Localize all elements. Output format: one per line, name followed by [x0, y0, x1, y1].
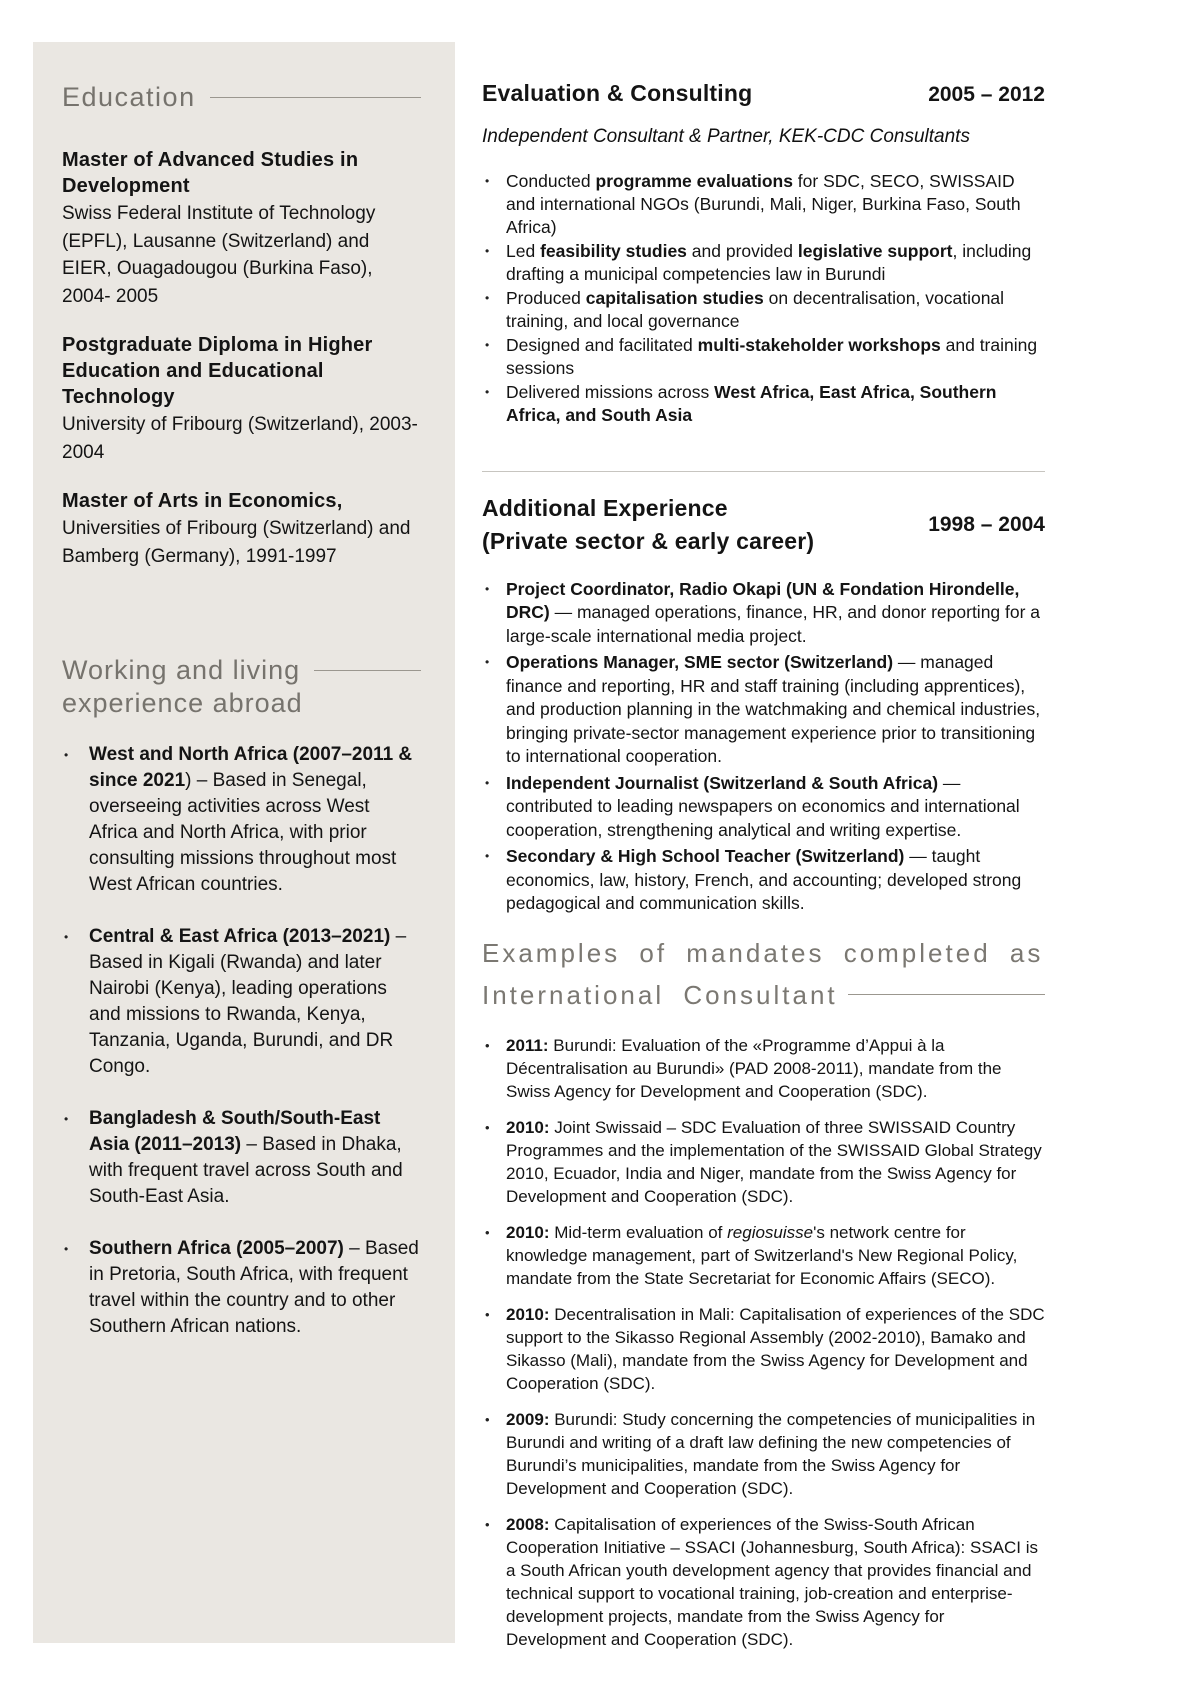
- text-segment: regiosuisse: [727, 1222, 814, 1242]
- text-segment: and provided: [686, 240, 798, 261]
- text-segment: 2010:: [506, 1304, 550, 1324]
- text-segment: Secondary & High School Teacher (Switzerland): [506, 846, 905, 867]
- text-segment: Southern Africa (2005–2007): [89, 1238, 344, 1260]
- abroad-item: [62, 742, 421, 898]
- text-segment: 2011:: [506, 1035, 549, 1055]
- text-segment: 2010:: [506, 1117, 550, 1137]
- text-segment: Burundi: Evaluation of the «Programme d’Appui à la Décentralisation au Burundi» (PAD 2008-2011), mandate from the Swiss Agency for Development and Cooperation (SDC).: [506, 1035, 1002, 1101]
- abroad-list: [62, 742, 421, 1340]
- evaluation-bullet: [482, 287, 1045, 333]
- text-segment: on decentralisation, vocational training, and local governance: [506, 287, 1005, 331]
- text-segment: programme evaluations: [595, 170, 793, 191]
- mandates-section: [482, 932, 1045, 1651]
- evaluation-header-row: [482, 80, 1045, 108]
- additional-period: 1998 – 2004: [928, 512, 1045, 536]
- text-segment: Delivered missions across: [506, 381, 715, 402]
- mandate-bullet: [482, 1408, 1045, 1500]
- text-segment: 's network centre for knowledge management, part of Switzerland's New Regional Policy, mandate from the State Secretariat for Economic Affairs (SECO).: [506, 1222, 1018, 1288]
- text-segment: for SDC, SECO, SWISSAID and international NGOs (Burundi, Mali, Niger, Burkina Faso, South Africa): [506, 170, 1021, 237]
- mandates-header: [482, 932, 1045, 1016]
- text-segment: Joint Swissaid – SDC Evaluation of three SWISSAID Country Programmes and the implementation of the SWISSAID Global Strategy 2010, Ecuador, India and Niger, mandate from the Swiss Agency for Development and Cooperation (SDC).: [506, 1117, 1042, 1206]
- text-segment: 2010:: [506, 1222, 550, 1242]
- additional-bullet: [482, 578, 1045, 649]
- additional-bullets: [482, 578, 1045, 916]
- mandate-bullet: [482, 1116, 1045, 1208]
- text-segment: Capitalisation of experiences of the Swiss-South African Cooperation Initiative – SSACI (Johannesburg, South Africa): SSACI is a South African youth development agency that provides financial and technical support to vocational training, job-creation and enterprise-development projects, mandate from the Swiss Agency for Development and Cooperation (SDC).: [506, 1514, 1038, 1649]
- education-entries: [62, 147, 421, 570]
- text-segment: — managed finance and reporting, HR and staff training (including apprentices), and production planning in the watchmaking and chemical industries, bringing private-sector management experience prior to transitioning to international cooperation.: [506, 652, 1041, 767]
- evaluation-bullet: [482, 381, 1045, 427]
- abroad-item: [62, 1236, 421, 1340]
- education-entry: [62, 332, 421, 466]
- additional-bullet: [482, 845, 1045, 916]
- evaluation-title: Evaluation & Consulting: [482, 80, 753, 106]
- heading-rule: [314, 670, 421, 671]
- text-segment: Burundi: Study concerning the competencies of municipalities in Burundi and writing of a draft law defining the new competencies of Burundi’s municipalities, mandate from the Swiss Agency for Development and Cooperation (SDC).: [506, 1409, 1036, 1498]
- additional-title-line2: (Private sector & early career): [482, 527, 815, 554]
- sidebar: [33, 42, 455, 1643]
- evaluation-subtitle: Independent Consultant & Partner, KEK-CDC Consultants: [482, 125, 970, 147]
- text-segment: feasibility studies: [540, 240, 687, 261]
- text-segment: legislative support: [797, 240, 953, 261]
- text-segment: ) – Based in Senegal, overseeing activities across West Africa and North Africa, with prior consulting missions throughout most West African countries.: [89, 770, 397, 896]
- abroad-section-header: [62, 654, 421, 720]
- mandate-bullet: [482, 1221, 1045, 1290]
- text-segment: — managed operations, finance, HR, and donor reporting for a large-scale international media project.: [506, 602, 1041, 646]
- heading-rule: [848, 994, 1045, 995]
- text-segment: – Based in Kigali (Rwanda) and later Nairobi (Kenya), leading operations and missions to Rwanda, Kenya, Tanzania, Uganda, Burundi, and DR Congo.: [89, 926, 407, 1078]
- degree-title: Master of Arts in Economics,: [62, 490, 343, 513]
- text-segment: Central & East Africa (2013–2021): [89, 926, 391, 948]
- evaluation-bullets: [482, 170, 1045, 427]
- text-segment: Produced: [506, 287, 586, 308]
- mandates-bullets: [482, 1034, 1045, 1651]
- text-segment: West Africa, East Africa, Southern Africa, and South Asia: [506, 381, 997, 425]
- text-segment: – Based in Dhaka, with frequent travel across South and South-East Asia.: [89, 1134, 403, 1208]
- abroad-item: [62, 1106, 421, 1210]
- evaluation-bullet: [482, 334, 1045, 380]
- text-segment: Mid-term evaluation of: [549, 1222, 728, 1242]
- degree-title: Postgraduate Diploma in Higher Education and Educational Technology: [62, 334, 373, 409]
- text-segment: – Based in Pretoria, South Africa, with frequent travel within the country and to other Southern African nations.: [89, 1238, 419, 1338]
- mandates-heading-line1: Examples of mandates completed as: [482, 937, 1044, 968]
- degree-details: Universities of Fribourg (Switzerland) and Bamberg (Germany), 1991-1997: [62, 518, 411, 567]
- additional-bullet: [482, 772, 1045, 843]
- text-segment: capitalisation studies: [585, 287, 764, 308]
- text-segment: and training sessions: [506, 334, 1038, 378]
- heading-rule: [210, 97, 421, 98]
- text-segment: — taught economics, law, history, French, and accounting; developed strong pedagogical and communication skills.: [506, 846, 1022, 914]
- text-segment: , including drafting a municipal competencies law in Burundi: [506, 240, 1032, 284]
- abroad-item: [62, 924, 421, 1080]
- education-entry: [62, 488, 421, 570]
- text-segment: Designed and facilitated: [506, 334, 698, 355]
- abroad-heading-line1: Working and living: [62, 655, 301, 686]
- mandate-bullet: [482, 1513, 1045, 1651]
- text-segment: Led: [506, 240, 541, 261]
- additional-header-row: [482, 492, 1045, 558]
- text-segment: 2009:: [506, 1409, 550, 1429]
- text-segment: Conducted: [506, 170, 596, 191]
- additional-bullet: [482, 651, 1045, 769]
- evaluation-bullet: [482, 170, 1045, 239]
- education-heading: Education: [62, 82, 196, 112]
- text-segment: Decentralisation in Mali: Capitalisation of experiences of the SDC support to the Sikasso Regional Assembly (2002-2010), Bamako and Sikasso (Mali), mandate from the Swiss Agency for Development and Cooperation (SDC).: [506, 1304, 1045, 1393]
- abroad-heading-line2: experience abroad: [62, 688, 303, 719]
- text-segment: Project Coordinator, Radio Okapi (UN & Fondation Hirondelle, DRC): [506, 578, 1020, 623]
- education-section-header: [62, 82, 421, 113]
- mandate-bullet: [482, 1034, 1045, 1103]
- evaluation-period: 2005 – 2012: [928, 83, 1045, 106]
- education-entry: [62, 147, 421, 310]
- main-column: [482, 80, 1045, 1664]
- text-segment: Operations Manager, SME sector (Switzerland): [506, 652, 894, 673]
- text-segment: 2008:: [506, 1514, 550, 1534]
- degree-details: University of Fribourg (Switzerland), 2003-2004: [62, 414, 418, 463]
- text-segment: multi-stakeholder workshops: [697, 334, 941, 355]
- mandates-heading-line2: International Consultant: [482, 979, 838, 1010]
- degree-title: Master of Advanced Studies in Development: [62, 149, 359, 198]
- evaluation-section: [482, 80, 1045, 427]
- text-segment: West and North Africa (2007–2011 & since 2021: [89, 744, 413, 792]
- degree-details: Swiss Federal Institute of Technology (EPFL), Lausanne (Switzerland) and EIER, Ouagadougou (Burkina Faso), 2004- 2005: [62, 203, 376, 307]
- additional-title-line1: Additional Experience: [482, 494, 728, 521]
- section-divider: [482, 471, 1045, 472]
- text-segment: Independent Journalist (Switzerland & South Africa): [506, 772, 939, 793]
- evaluation-bullet: [482, 240, 1045, 286]
- text-segment: Bangladesh & South/South-East Asia (2011–2013): [89, 1108, 381, 1156]
- text-segment: — contributed to leading newspapers on economics and international cooperation, strengthening analytical and writing expertise.: [506, 772, 1020, 840]
- additional-title: [482, 492, 814, 558]
- additional-experience-section: [482, 492, 1045, 916]
- mandate-bullet: [482, 1303, 1045, 1395]
